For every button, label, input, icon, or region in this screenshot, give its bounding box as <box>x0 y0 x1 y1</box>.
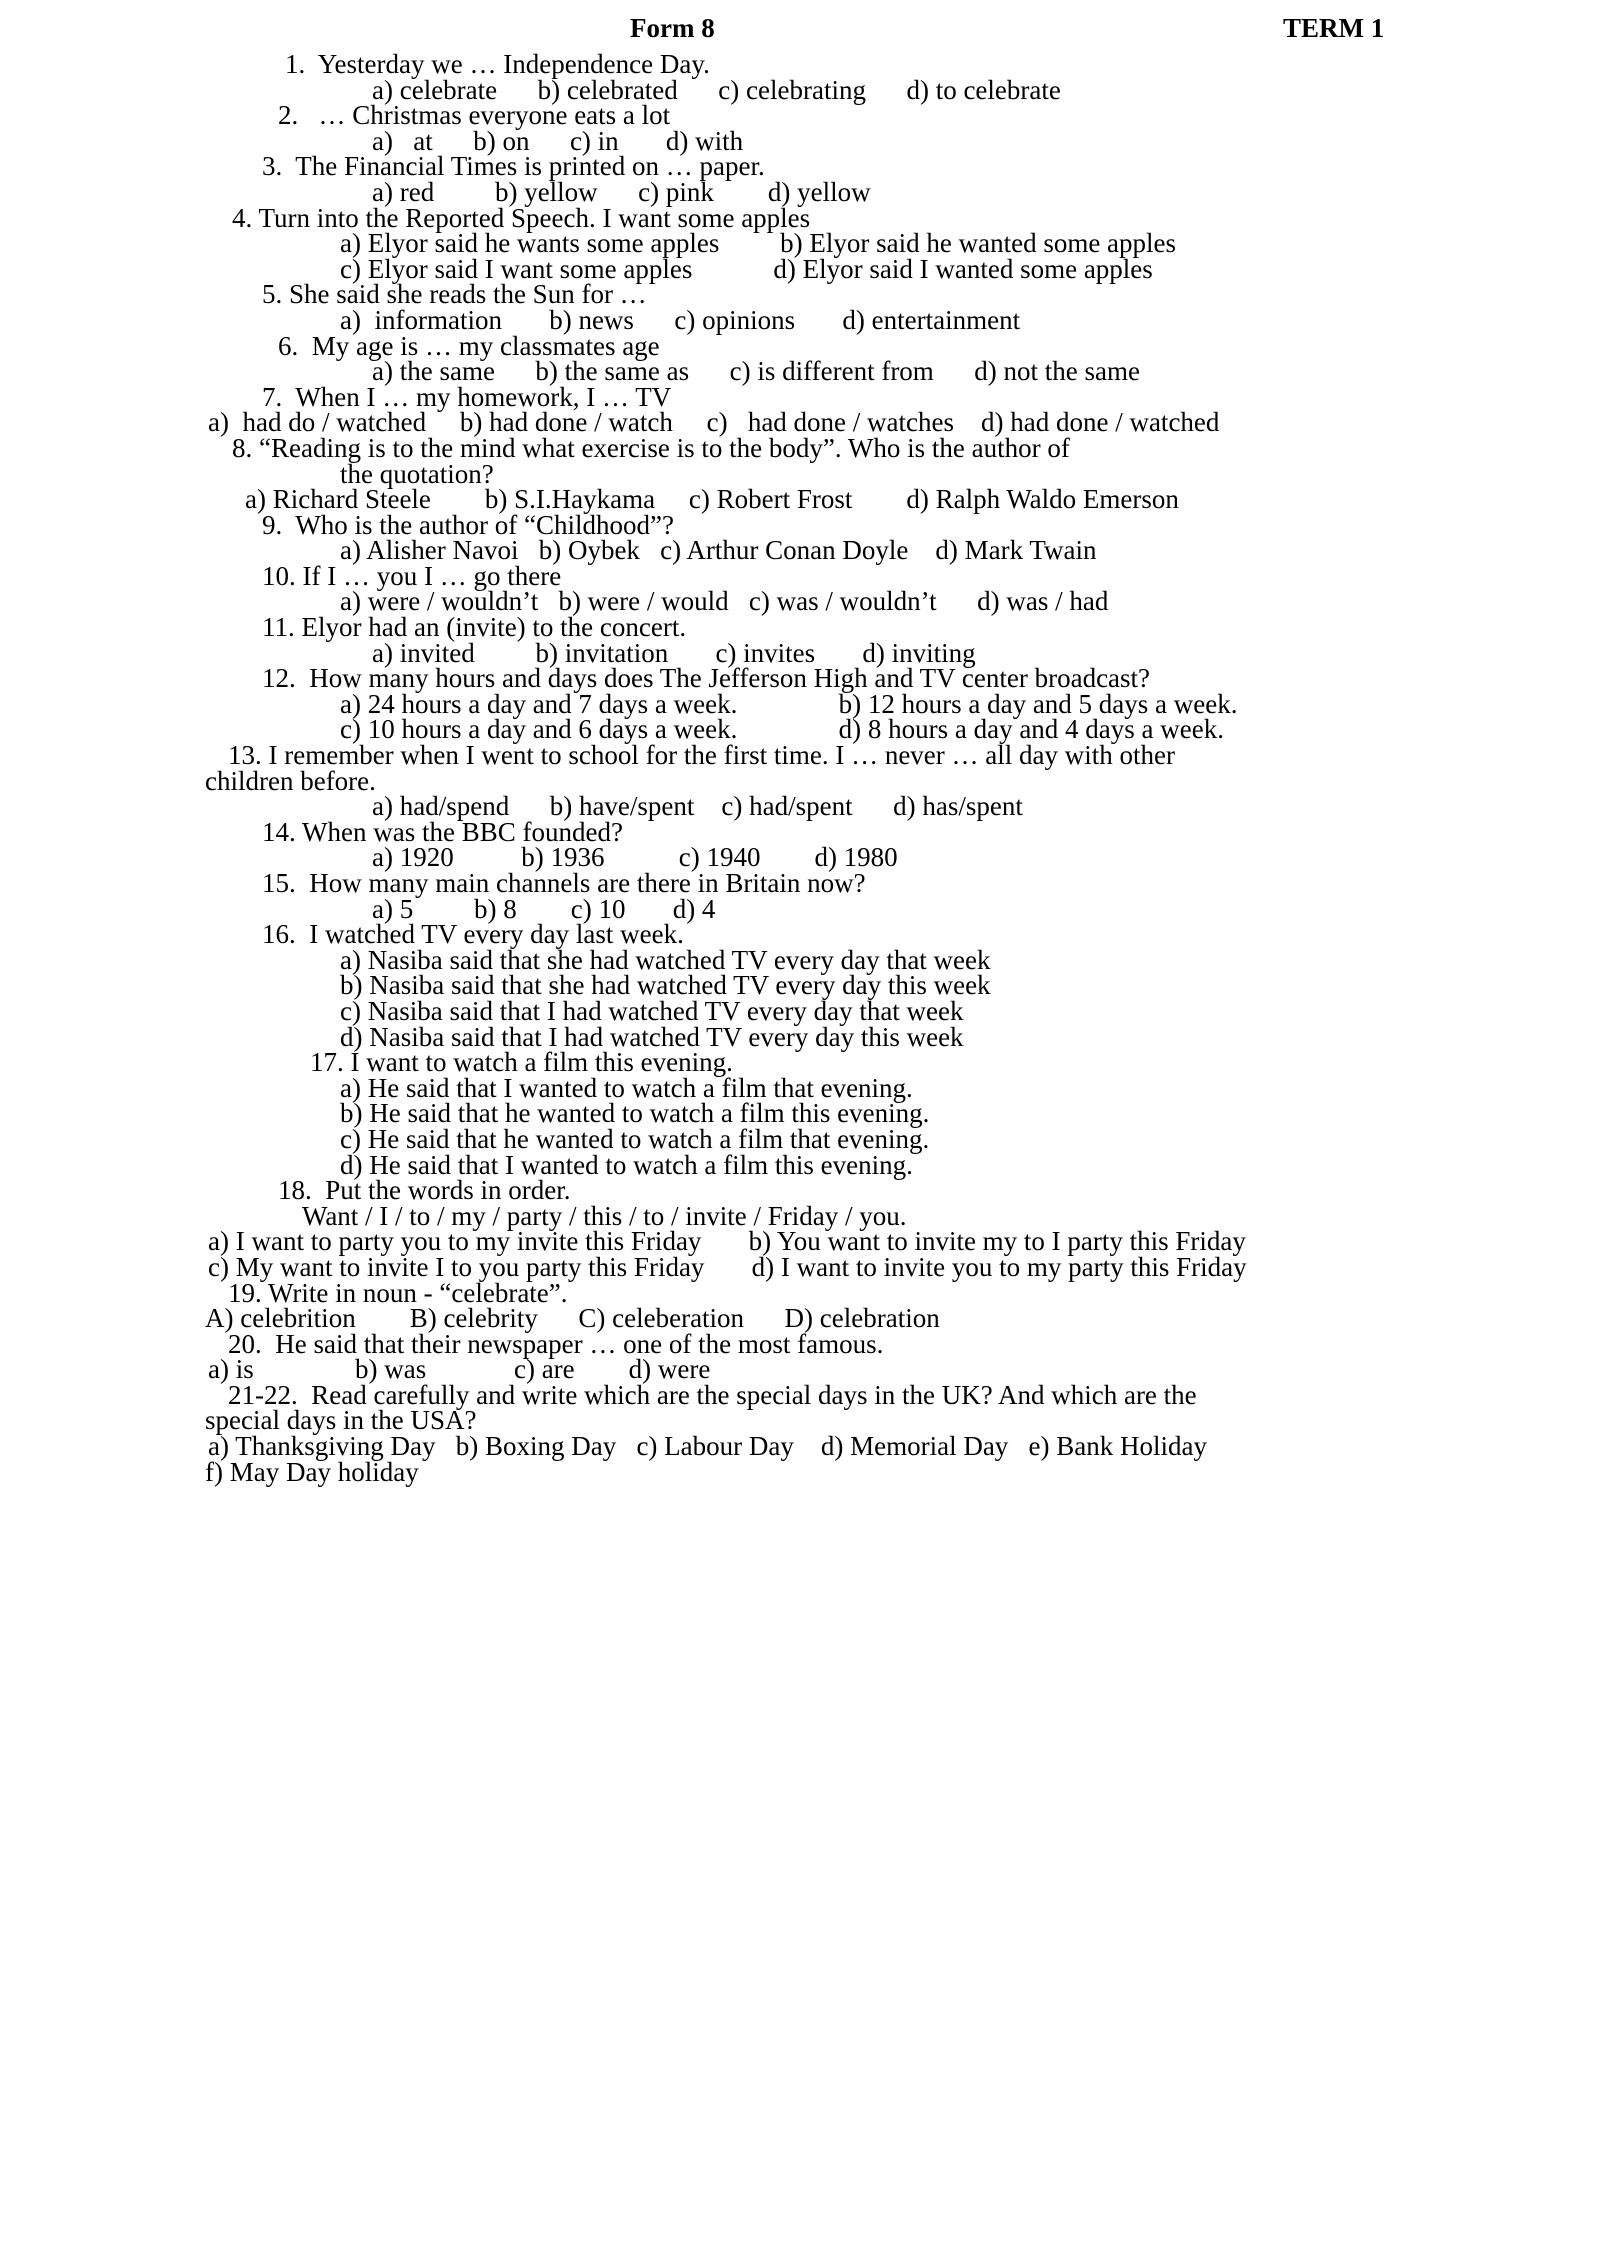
answer-options: a) information b) news c) opinions d) entertainment <box>340 304 1021 335</box>
answer-options: c) He said that he wanted to watch a film that evening. <box>340 1123 930 1154</box>
question-stem: 1. Yesterday we … Independence Day. <box>285 49 710 79</box>
page-title: Form 8 <box>630 13 715 43</box>
answer-options: d) Nasiba said that I had watched TV every day this week <box>340 1021 964 1052</box>
question-list <box>0 49 1600 1487</box>
question-stem: 8. “Reading is to the mind what exercise is to the body”. Who is the author of <box>232 432 1070 463</box>
question-stem: 18. Put the words in order. <box>278 1175 571 1206</box>
question-stem: 21-22. Read carefully and write which are the special days in the UK? And which are the <box>228 1379 1197 1410</box>
scrambled-words: Want / I / to / my / party / this / to / invite / Friday / you. <box>302 1200 907 1231</box>
answer-options: A) celebrition B) celebrity C) celeberation D) celebration <box>205 1303 940 1334</box>
answer-options: a) Alisher Navoi b) Oybek c) Arthur Conan Doyle d) Mark Twain <box>340 535 1097 566</box>
question-stem: 4. Turn into the Reported Speech. I want some apples <box>232 202 811 233</box>
question-stem: 6. My age is … my classmates age <box>278 330 660 361</box>
answer-options: c) Nasiba said that I had watched TV every day that week <box>340 995 964 1026</box>
answer-options: d) He said that I wanted to watch a film this evening. <box>340 1149 913 1180</box>
answer-options: a) were / wouldn’t b) were / would c) was / wouldn’t d) was / had <box>340 586 1109 617</box>
answer-options: a) at b) on c) in d) with <box>372 125 744 156</box>
answer-options: c) Elyor said I want some apples d) Elyor said I wanted some apples <box>340 253 1153 284</box>
answer-options: f) May Day holiday <box>205 1456 419 1487</box>
question-stem: 12. How many hours and days does The Jefferson High and TV center broadcast? <box>262 663 1151 694</box>
question-stem: 5. She said she reads the Sun for … <box>262 279 647 310</box>
question-stem-continuation: the quotation? <box>340 458 494 489</box>
answer-options: a) the same b) the same as c) is different from d) not the same <box>372 356 1141 387</box>
question-stem: 16. I watched TV every day last week. <box>262 919 684 950</box>
answer-options: b) Nasiba said that she had watched TV every day this week <box>340 970 991 1001</box>
question-stem: 20. He said that their newspaper … one of the most famous. <box>228 1328 884 1359</box>
question-stem: 15. How many main channels are there in Britain now? <box>262 868 866 898</box>
question-stem: 19. Write in noun - “celebrate”. <box>228 1277 568 1308</box>
answer-options: a) Elyor said he wants some apples b) Elyor said he wanted some apples <box>340 228 1177 259</box>
answer-options: a) 5 b) 8 c) 10 d) 4 <box>372 893 716 924</box>
question-stem: 10. If I … you I … go there <box>262 560 562 591</box>
question-stem: 13. I remember when I went to school for the first time. I … never … all day with other <box>228 740 1175 771</box>
answer-options: a) had/spend b) have/spent c) had/spent d) has/spent <box>372 791 1023 822</box>
answer-options: c) My want to invite I to you party this Friday d) I want to invite you to my party this Friday <box>208 1251 1247 1282</box>
answer-options: c) 10 hours a day and 6 days a week. d) 8 hours a day and 4 days a week. <box>340 714 1224 745</box>
page-header <box>0 13 1600 50</box>
question-stem-continuation: special days in the USA? <box>205 1405 477 1436</box>
answer-options: a) is b) was c) are d) were <box>208 1354 711 1385</box>
question-stem: 7. When I … my homework, I … TV <box>262 381 672 412</box>
answer-options: b) He said that he wanted to watch a film this evening. <box>340 1098 930 1129</box>
answer-options: a) red b) yellow c) pink d) yellow <box>372 176 871 207</box>
question-stem: 2. … Christmas everyone eats a lot <box>278 100 671 131</box>
question-stem: 17. I want to watch a film this evening. <box>310 1047 733 1078</box>
answer-options: a) Nasiba said that she had watched TV every day that week <box>340 944 991 975</box>
question-stem: 3. The Financial Times is printed on … paper. <box>262 151 765 182</box>
question-stem-continuation: children before. <box>205 765 376 796</box>
answer-options: a) I want to party you to my invite this Friday b) You want to invite my to I party this Friday <box>208 1226 1246 1257</box>
answer-options: a) 24 hours a day and 7 days a week. b) 12 hours a day and 5 days a week. <box>340 688 1238 719</box>
answer-options: a) He said that I wanted to watch a film that evening. <box>340 1072 913 1103</box>
answer-options: a) 1920 b) 1936 c) 1940 d) 1980 <box>372 842 898 873</box>
answer-options: a) had do / watched b) had done / watch c) had done / watches d) had done / watched <box>208 407 1220 438</box>
answer-options: a) Richard Steele b) S.I.Haykama c) Robert Frost d) Ralph Waldo Emerson <box>245 484 1179 515</box>
answer-options: a) invited b) invitation c) invites d) inviting <box>372 637 976 668</box>
answer-options: a) Thanksgiving Day b) Boxing Day c) Labour Day d) Memorial Day e) Bank Holiday <box>208 1431 1208 1462</box>
term-label: TERM 1 <box>1283 13 1385 43</box>
question-stem: 9. Who is the author of “Childhood”? <box>262 509 674 540</box>
answer-options: a) celebrate b) celebrated c) celebrating d) to celebrate <box>372 74 1061 105</box>
question-stem: 11. Elyor had an (invite) to the concert. <box>262 612 687 643</box>
question-stem: 14. When was the BBC founded? <box>262 816 623 847</box>
